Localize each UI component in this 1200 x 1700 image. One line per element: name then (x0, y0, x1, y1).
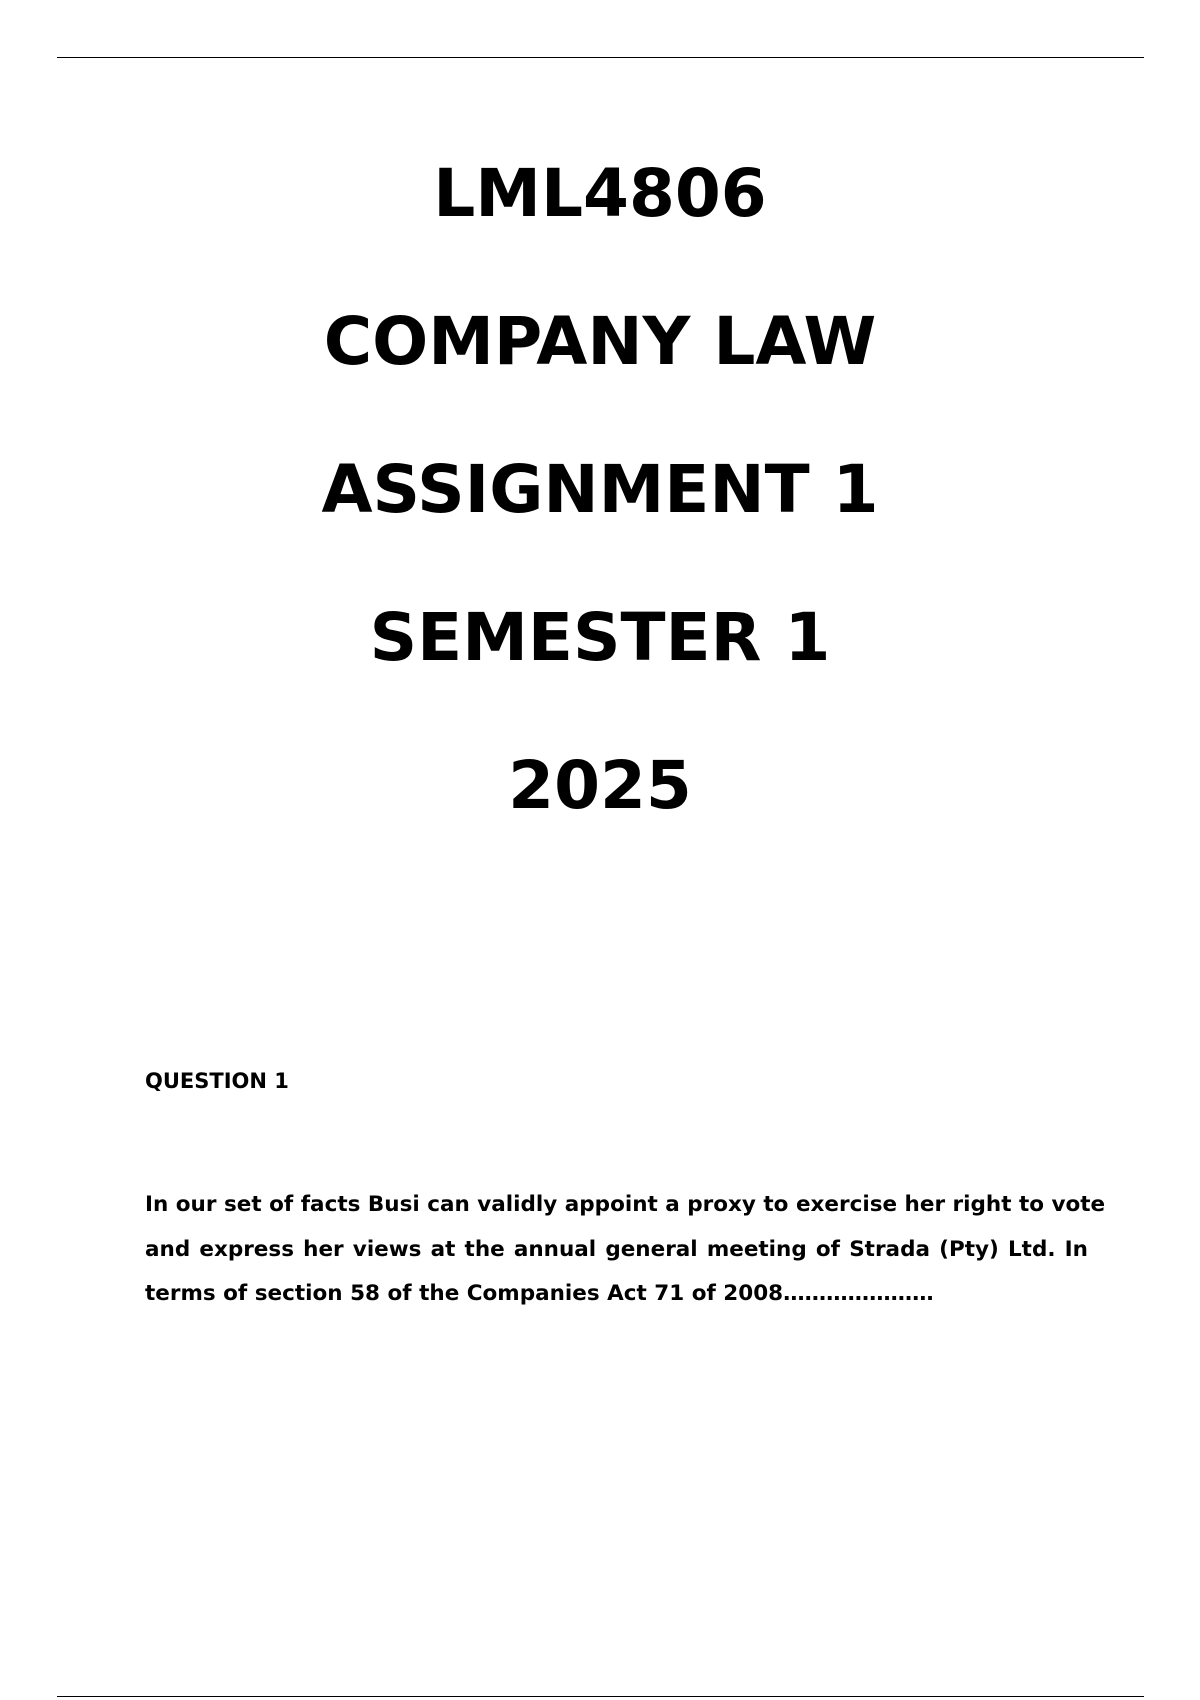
answer-line: In our set of facts Busi can validly appoint a proxy to exercise her right to vote (145, 1192, 1106, 1217)
course-name: COMPANY LAW (323, 303, 877, 380)
assignment-label: ASSIGNMENT 1 (321, 451, 879, 528)
answer-paragraph (145, 1183, 1106, 1317)
course-code: LML4806 (433, 155, 767, 232)
year-label: 2025 (508, 747, 692, 824)
bottom-horizontal-rule (57, 1696, 1144, 1697)
question-heading: QUESTION 1 (145, 1069, 289, 1093)
answer-line: and express her views at the annual general meeting of Strada (Pty) Ltd. In (145, 1236, 1088, 1262)
top-horizontal-rule (57, 57, 1144, 58)
answer-line: terms of section 58 of the Companies Act 71 of 2008………………… (145, 1281, 934, 1306)
semester-label: SEMESTER 1 (369, 599, 831, 676)
